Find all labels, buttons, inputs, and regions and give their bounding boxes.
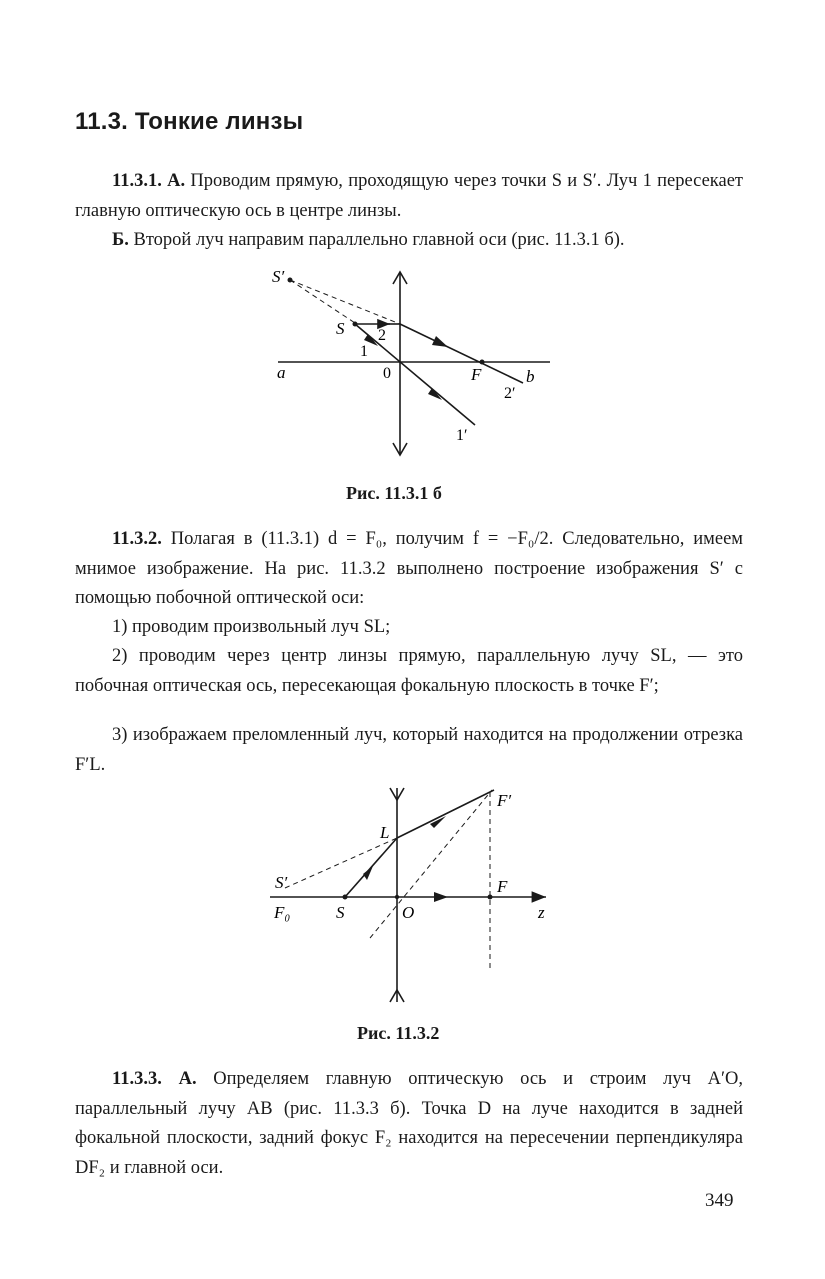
label-b: b — [526, 367, 535, 386]
step-3: 3) изображаем преломленный луч, который находится на продолжении отрезка F′L. — [75, 725, 743, 775]
dashed-extension — [285, 838, 397, 888]
label-f: F — [471, 365, 482, 384]
ray-2-arrow — [432, 336, 448, 347]
label-f: F — [497, 877, 508, 896]
paragraph-text: Полагая в (11.3.1) d = F₀, получим f = −F₀/2. Следовательно, имеем мнимое изображение. На рис. 11.3.2 выполнено построение изображения S′ с помощью побочной оптической оси: — [75, 529, 743, 608]
paragraph-text: Определяем главную оптическую ось и строим луч A′O, параллельный лучу AB (рис. 11.3.3 б). Точка D на луче находится в задней фокальной плоскости, задний фокус F₂ находится на пересечении перпендикуляра DF₂ и главной оси. — [75, 1069, 744, 1178]
point-f — [488, 895, 493, 900]
ray-sl — [345, 838, 397, 897]
figure-caption-11-3-2: Рис. 11.3.2 — [357, 1023, 440, 1043]
paragraph-text: Второй луч направим параллельно главной оси (рис. 11.3.1 б). — [133, 230, 625, 250]
paragraph-text: Проводим прямую, проходящую через точки S и S′. Луч 1 пересекает главную оптическую ось в центре линзы. — [75, 171, 743, 221]
paragraph-11-3-2 — [75, 525, 743, 614]
section-heading: 11.3. Тонкие линзы — [75, 108, 304, 135]
secondary-axis — [370, 790, 492, 938]
paragraph-11-3-3 — [75, 1065, 743, 1183]
label-s-prime: S′ — [275, 873, 288, 892]
point-o — [395, 895, 399, 899]
problem-number: 11.3.1. — [112, 171, 162, 191]
point-focus — [480, 360, 485, 365]
label-l: L — [380, 823, 390, 842]
point-s — [343, 895, 348, 900]
label-o: O — [402, 903, 415, 922]
label-s-prime: S′ — [272, 267, 285, 286]
label-zero: 0 — [383, 365, 391, 382]
part-label-a: А. — [167, 171, 186, 191]
point-s — [353, 322, 358, 327]
label-a: a — [277, 363, 286, 382]
problem-number: 11.3.3. — [112, 1069, 162, 1089]
ray-1 — [355, 324, 475, 425]
ray-1-arrow-b — [428, 388, 442, 400]
part-label-a: А. — [178, 1069, 197, 1089]
label-ray-2: 2 — [378, 327, 386, 344]
label-f-prime: F′ — [497, 791, 512, 810]
step-1: 1) проводим произвольный луч SL; — [112, 617, 391, 637]
label-ray-2-prime: 2′ — [504, 385, 516, 402]
figure-caption-11-3-1: Рис. 11.3.1 б — [346, 483, 442, 503]
step-2: 2) проводим через центр линзы прямую, параллельную лучу SL, — это побочная оптическая ось, пересекающая фокальную плоскость в точке F′; — [75, 646, 743, 696]
label-z: z — [538, 903, 545, 922]
point-s-prime — [288, 278, 293, 283]
label-ray-1-prime: 1′ — [456, 427, 468, 444]
label-f0: F₀ — [274, 903, 291, 922]
dashed-line-to-lens — [290, 280, 400, 324]
label-ray-1: 1 — [360, 343, 368, 360]
ray-2-refracted — [400, 324, 523, 383]
label-s: S — [336, 903, 345, 922]
figure-11-3-1 — [0, 0, 825, 520]
dashed-line-through-s — [290, 280, 355, 323]
problem-number: 11.3.2. — [112, 529, 162, 549]
part-label-b: Б. — [112, 230, 129, 250]
ray-refracted — [397, 790, 494, 838]
ray-sl-arrow — [363, 866, 373, 880]
page-number: 349 — [705, 1190, 734, 1211]
figure-11-3-2 — [0, 770, 825, 1020]
axis-arrow — [434, 892, 448, 902]
label-s: S — [336, 319, 345, 338]
